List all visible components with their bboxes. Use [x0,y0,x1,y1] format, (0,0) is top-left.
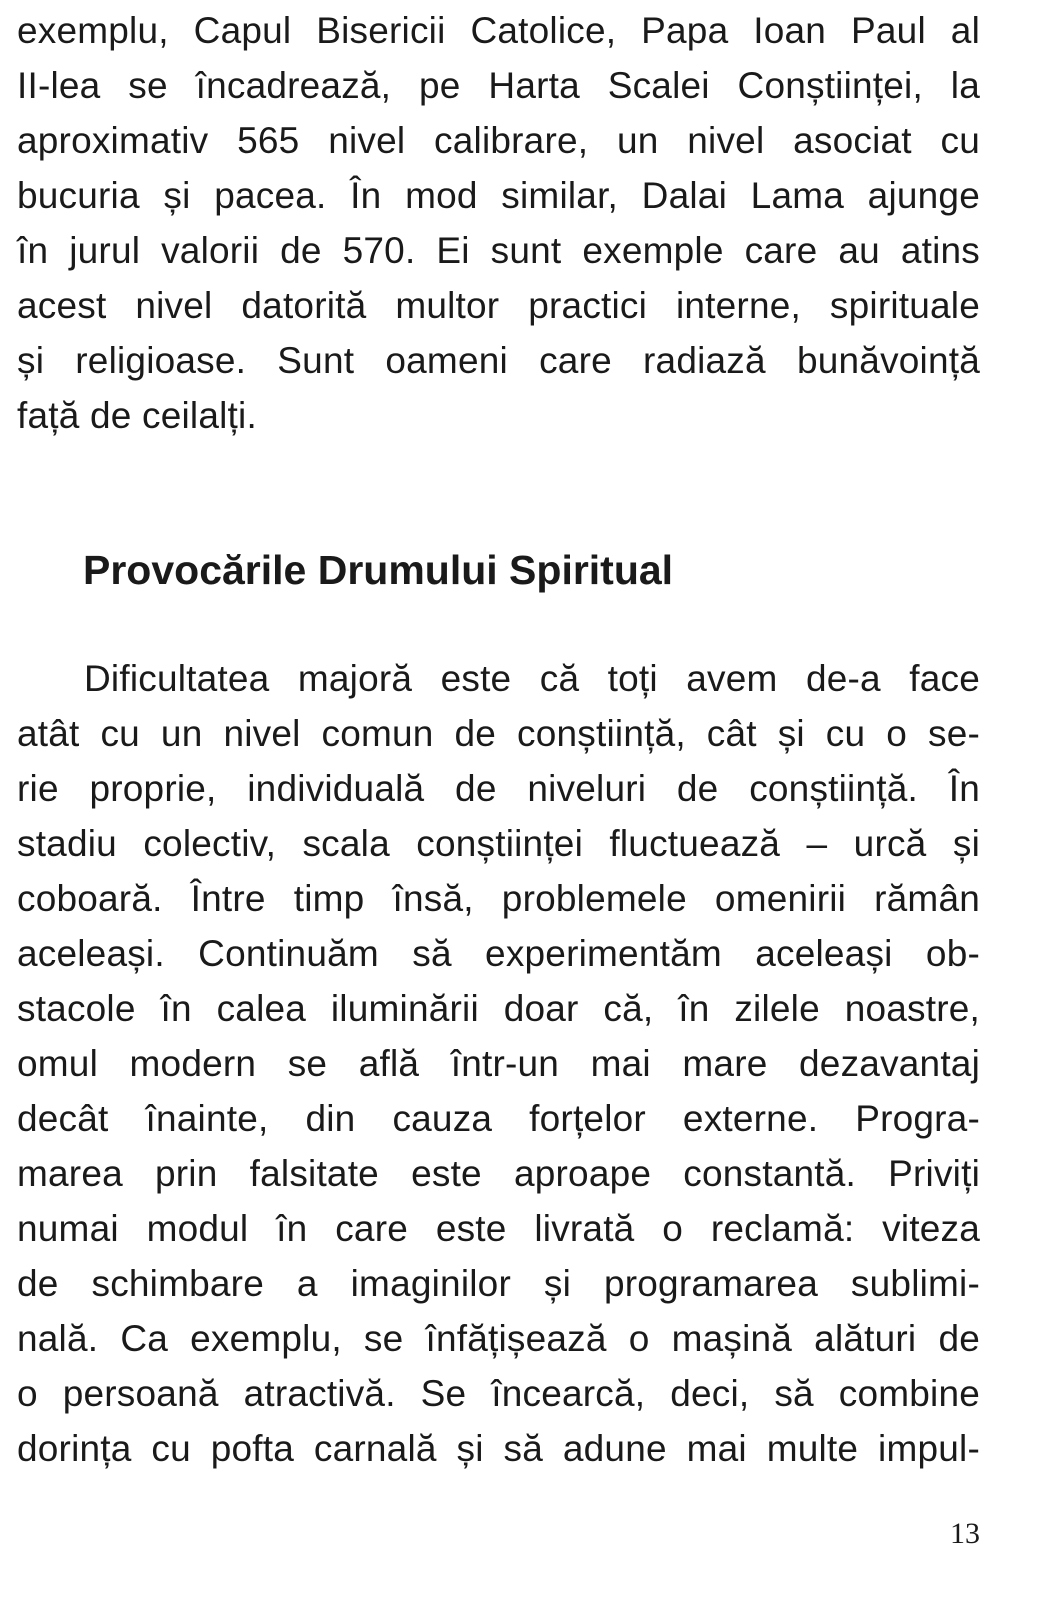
section-heading: Provocările Drumului Spiritual [83,547,674,593]
text-line: aceleași. Continuăm să experimentăm aceleași ob- [17,933,980,974]
text-line: nală. Ca exemplu, se înfățișează o mașină alături de [17,1318,980,1359]
text-line: bucuria și pacea. În mod similar, Dalai Lama ajunge [17,175,980,216]
text-line: o persoană atractivă. Se încearcă, deci, să combine [17,1373,980,1414]
text-line: rie proprie, individuală de niveluri de conștiință. În [17,768,980,809]
text-line: Dificultatea majoră este că toți avem de-a face [84,658,980,699]
text-line: și religioase. Sunt oameni care radiază bunăvoință [17,340,980,381]
text-line: atât cu un nivel comun de conștiință, cât și cu o se- [17,713,980,754]
paragraph [17,651,980,1476]
page-number: 13 [950,1517,980,1550]
text-line: omul modern se află într-un mai mare dezavantaj [17,1043,980,1084]
text-line: dorința cu pofta carnală și să adune mai multe impul- [17,1428,980,1469]
text-line: stadiu colectiv, scala conștiinței fluctuează – urcă și [17,823,980,864]
text-line: exemplu, Capul Bisericii Catolice, Papa Ioan Paul al [17,10,980,51]
text-line: stacole în calea iluminării doar că, în zilele noastre, [17,988,980,1029]
paragraph-continued [17,3,980,443]
text-line: marea prin falsitate este aproape constantă. Priviți [17,1153,980,1194]
text-line: coboară. Între timp însă, problemele omenirii rămân [17,878,980,919]
text-line: numai modul în care este livrată o reclamă: viteza [17,1208,980,1249]
text-line: acest nivel datorită multor practici interne, spirituale [17,285,980,326]
text-line: aproximativ 565 nivel calibrare, un nivel asociat cu [17,120,980,161]
text-line: decât înainte, din cauza forțelor externe. Progra- [17,1098,980,1139]
text-line: în jurul valorii de 570. Ei sunt exemple care au atins [17,230,980,271]
text-line: II-lea se încadrează, pe Harta Scalei Conștiinței, la [17,65,980,106]
text-line: de schimbare a imaginilor și programarea sublimi- [17,1263,980,1304]
text-line: față de ceilalți. [17,395,257,436]
